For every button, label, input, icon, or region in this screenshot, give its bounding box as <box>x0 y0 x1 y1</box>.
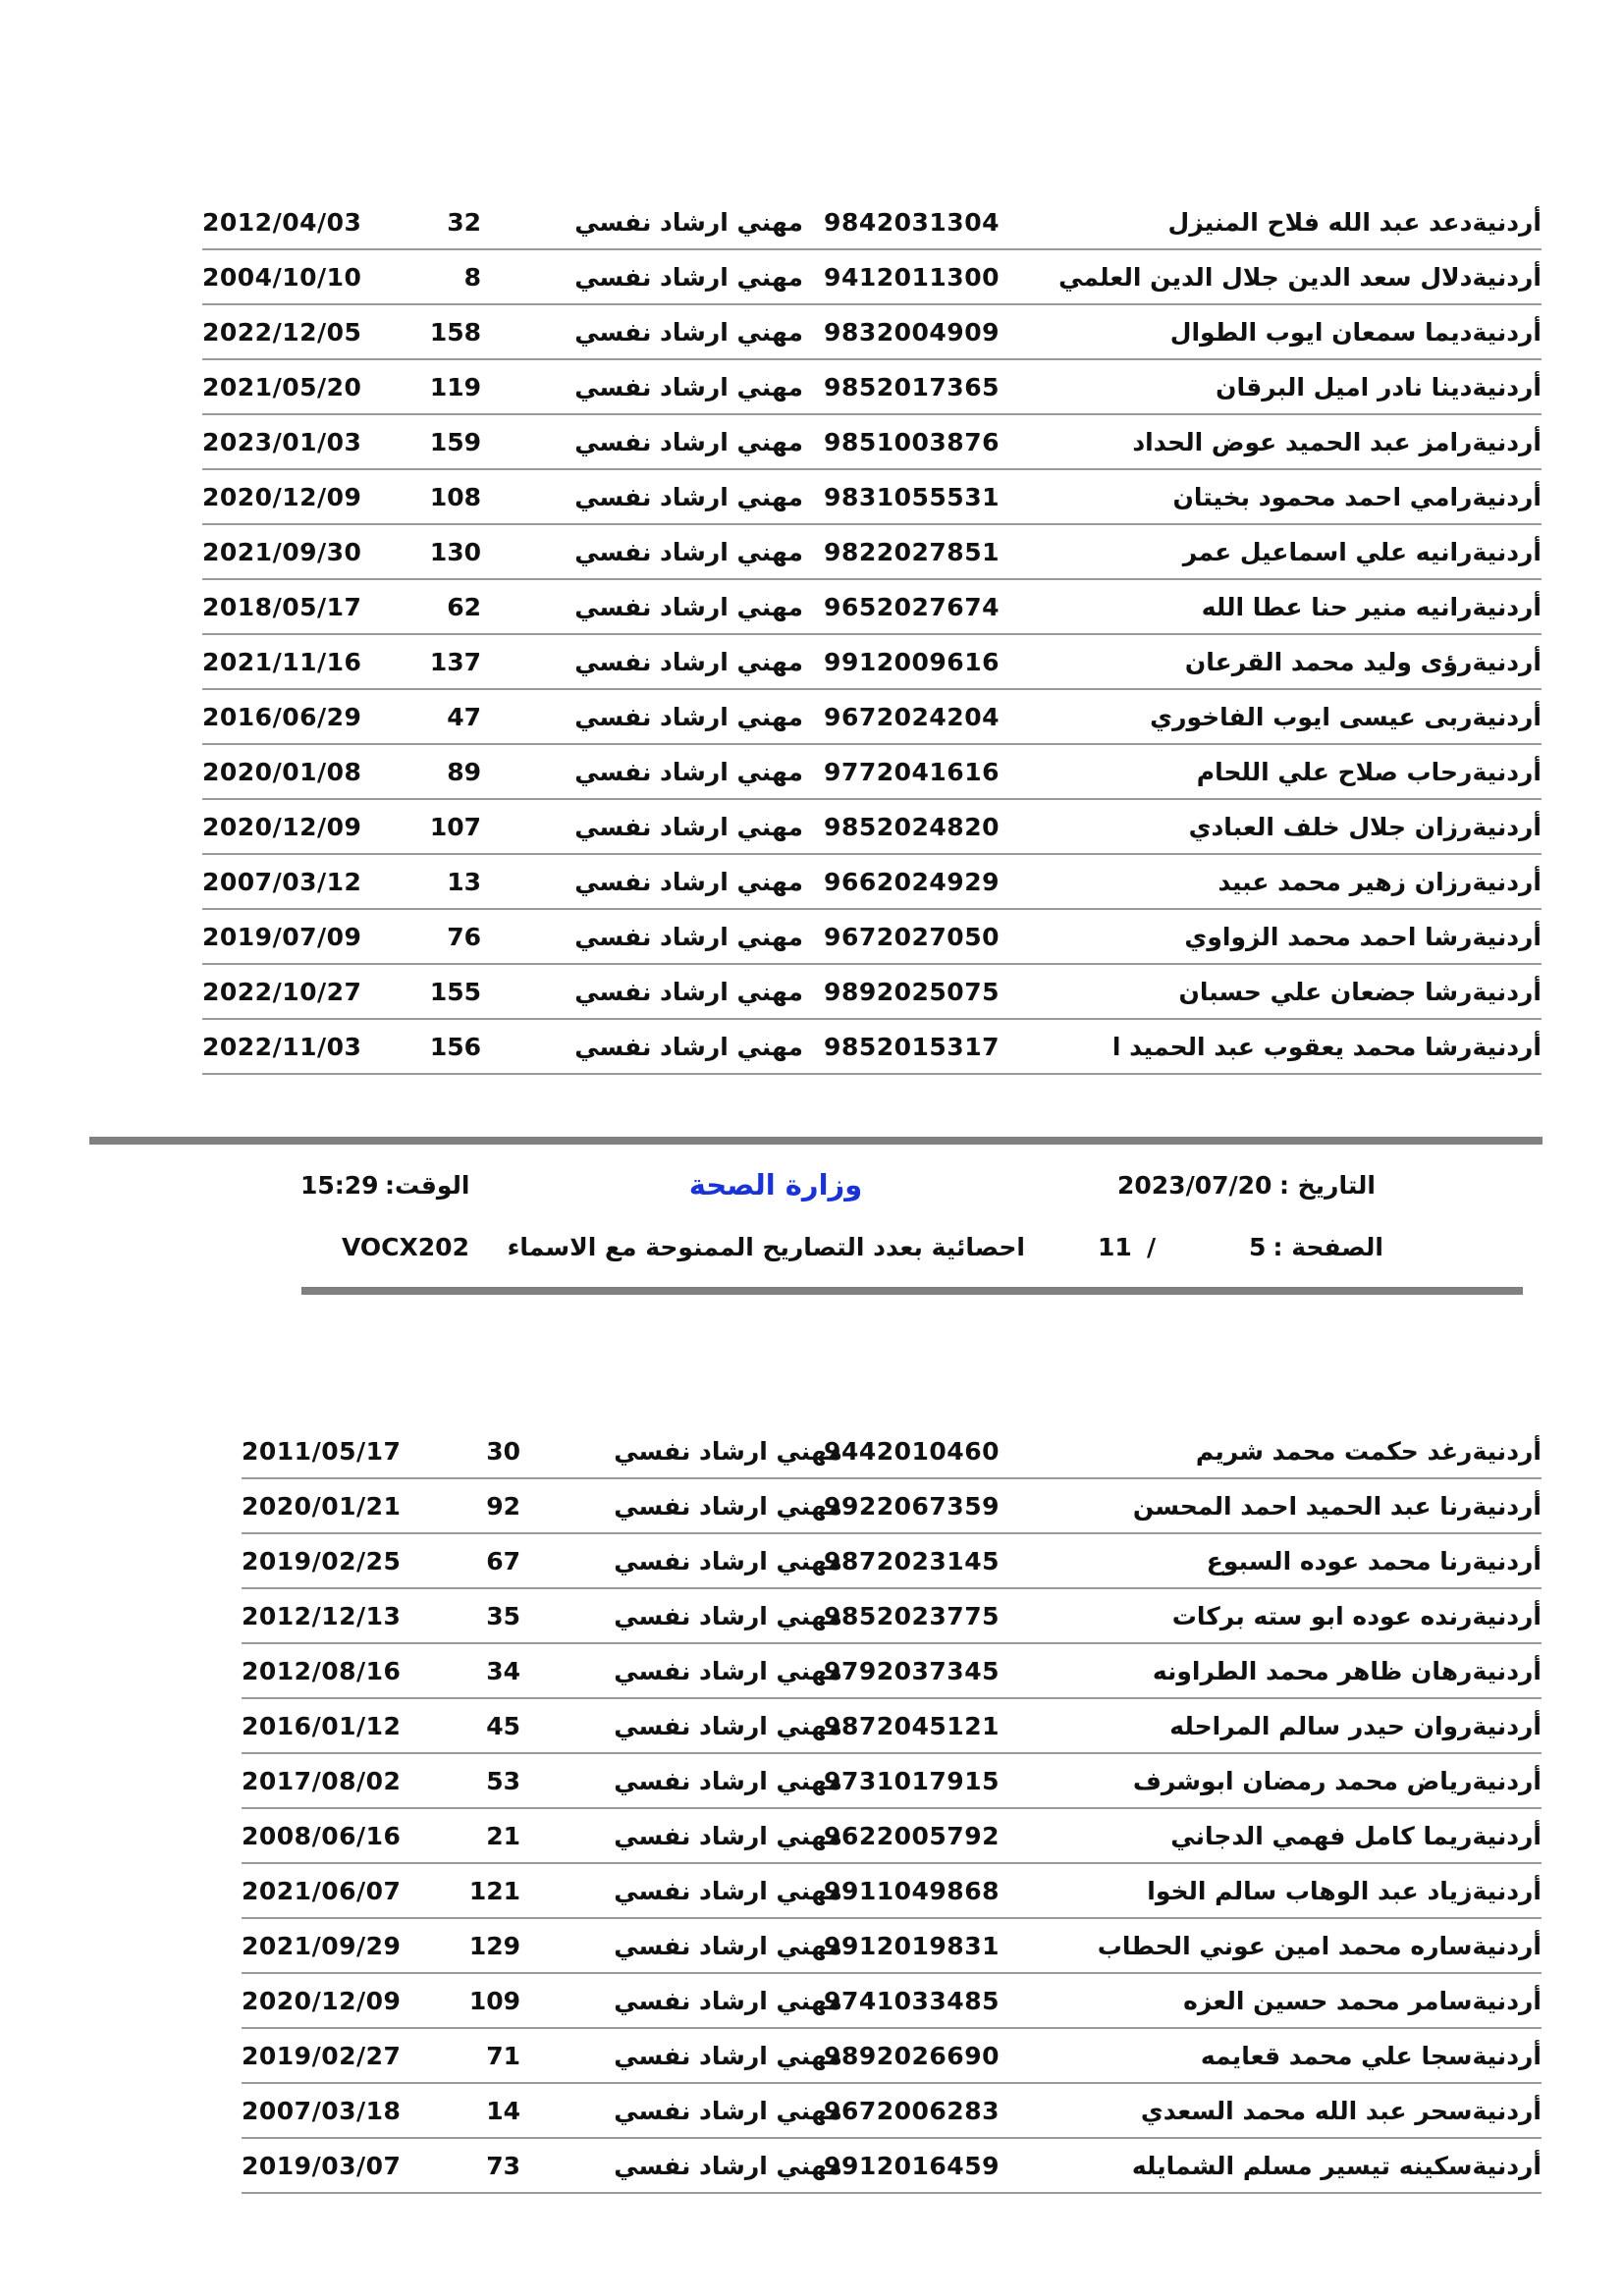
permit-date: 2023/01/03 <box>202 428 362 456</box>
person-name: أردنيةسحر عبد الله محمد السعدي <box>1140 2097 1542 2125</box>
permit-count: 108 <box>429 483 481 511</box>
national-id: 9832004909 <box>824 318 1000 347</box>
table-row <box>242 1644 1542 1699</box>
profession: مهني ارشاد نفسي <box>614 1767 842 1795</box>
permit-date: 2016/01/12 <box>242 1712 402 1740</box>
permit-count: 130 <box>429 538 481 566</box>
profession: مهني ارشاد نفسي <box>574 813 803 841</box>
date-value: 2023/07/20 <box>1117 1171 1272 1200</box>
table-row <box>242 1754 1542 1809</box>
profession: مهني ارشاد نفسي <box>574 758 803 786</box>
permit-date: 2021/09/30 <box>202 538 362 566</box>
profession: مهني ارشاد نفسي <box>574 648 803 676</box>
permit-date: 2021/06/07 <box>242 1877 402 1905</box>
table-row <box>242 1919 1542 1974</box>
person-name: أردنيةرشا جضعان علي حسبان <box>1178 978 1542 1006</box>
profession: مهني ارشاد نفسي <box>614 1437 842 1466</box>
permit-date: 2012/04/03 <box>202 208 362 237</box>
person-name: أردنيةساره محمد امين عوني الحطاب <box>1097 1932 1542 1960</box>
person-name: أردنيةروان حيدر سالم المراحله <box>1169 1712 1542 1740</box>
person-name: أردنيةرشا محمد يعقوب عبد الحميد ا <box>1111 1033 1542 1061</box>
permit-count: 30 <box>486 1437 520 1466</box>
national-id: 9911049868 <box>824 1877 1000 1905</box>
permit-date: 2021/09/29 <box>242 1932 402 1960</box>
table-row <box>202 690 1542 745</box>
person-name: أردنيةرشا احمد محمد الزواوي <box>1184 923 1542 951</box>
person-name: أردنيةرهان ظاهر محمد الطراونه <box>1152 1657 1542 1685</box>
person-name: أردنيةسكينه تيسير مسلم الشمايله <box>1131 2152 1542 2180</box>
permit-count: 67 <box>486 1547 520 1575</box>
profession: مهني ارشاد نفسي <box>574 208 803 237</box>
national-id: 9831055531 <box>824 483 1000 511</box>
person-name: أردنيةديما سمعان ايوب الطوال <box>1169 318 1542 347</box>
profession: مهني ارشاد نفسي <box>574 318 803 347</box>
table-row <box>202 745 1542 800</box>
permit-date: 2020/01/21 <box>242 1492 402 1521</box>
national-id: 9442010460 <box>824 1437 1000 1466</box>
national-id: 9872045121 <box>824 1712 1000 1740</box>
permit-count: 45 <box>486 1712 520 1740</box>
profession: مهني ارشاد نفسي <box>614 2042 842 2070</box>
table-row <box>242 1974 1542 2029</box>
table-row <box>202 1020 1542 1075</box>
national-id: 9652027674 <box>824 593 1000 621</box>
permit-date: 2020/01/08 <box>202 758 362 786</box>
header-bottom-rule <box>301 1287 1523 1295</box>
table-row <box>202 470 1542 525</box>
national-id: 9772041616 <box>824 758 1000 786</box>
national-id: 9622005792 <box>824 1822 1000 1850</box>
person-name: أردنيةزياد عبد الوهاب سالم الخوا <box>1147 1877 1542 1905</box>
permit-date: 2018/05/17 <box>202 593 362 621</box>
profession: مهني ارشاد نفسي <box>574 483 803 511</box>
national-id: 9792037345 <box>824 1657 1000 1685</box>
permit-count: 92 <box>486 1492 520 1521</box>
table-row <box>242 1534 1542 1589</box>
national-id: 9731017915 <box>824 1767 1000 1795</box>
permit-date: 2020/12/09 <box>202 483 362 511</box>
national-id: 9662024929 <box>824 868 1000 896</box>
table-row <box>202 305 1542 360</box>
permit-date: 2022/10/27 <box>202 978 362 1006</box>
permit-date: 2007/03/12 <box>202 868 362 896</box>
report-code: VOCX202 <box>342 1233 469 1261</box>
permit-count: 129 <box>468 1932 520 1960</box>
person-name: أردنيةرنده عوده ابو سته بركات <box>1171 1602 1542 1630</box>
permits-table-bottom <box>242 1424 1542 2194</box>
national-id: 9922067359 <box>824 1492 1000 1521</box>
person-name: أردنيةرامي احمد محمود بخيتان <box>1172 483 1542 511</box>
permit-date: 2022/12/05 <box>202 318 362 347</box>
table-row <box>202 250 1542 305</box>
permit-date: 2020/12/09 <box>242 1987 402 2015</box>
person-name: أردنيةرؤى وليد محمد القرعان <box>1184 648 1542 676</box>
person-name: أردنيةرحاب صلاح علي اللحام <box>1196 758 1542 786</box>
person-name: أردنيةرنا عبد الحميد احمد المحسن <box>1132 1492 1542 1521</box>
person-name: أردنيةرغد حكمت محمد شريم <box>1195 1437 1542 1466</box>
permit-date: 2021/11/16 <box>202 648 362 676</box>
table-row <box>202 415 1542 470</box>
table-row <box>242 1589 1542 1644</box>
table-row <box>202 965 1542 1020</box>
national-id: 9892026690 <box>824 2042 1000 2070</box>
profession: مهني ارشاد نفسي <box>614 2097 842 2125</box>
profession: مهني ارشاد نفسي <box>574 1033 803 1061</box>
date-label: التاريخ : <box>1278 1171 1376 1200</box>
table-row <box>242 1424 1542 1479</box>
profession: مهني ارشاد نفسي <box>574 923 803 951</box>
table-row <box>242 2029 1542 2084</box>
permit-count: 107 <box>429 813 481 841</box>
table-row <box>202 635 1542 690</box>
profession: مهني ارشاد نفسي <box>614 1712 842 1740</box>
national-id: 9822027851 <box>824 538 1000 566</box>
permit-date: 2019/02/25 <box>242 1547 402 1575</box>
person-name: أردنيةسامر محمد حسين العزه <box>1183 1987 1542 2015</box>
national-id: 9672027050 <box>824 923 1000 951</box>
permit-date: 2020/12/09 <box>202 813 362 841</box>
table-row <box>242 1809 1542 1864</box>
page-separator: / <box>1147 1233 1157 1261</box>
permit-count: 109 <box>468 1987 520 2015</box>
national-id: 9892025075 <box>824 978 1000 1006</box>
person-name: أردنيةدلال سعد الدين جلال الدين العلمي <box>1058 263 1542 292</box>
profession: مهني ارشاد نفسي <box>574 703 803 731</box>
person-name: أردنيةرنا محمد عوده السبوع <box>1206 1547 1542 1575</box>
permit-count: 158 <box>429 318 481 347</box>
permit-date: 2017/08/02 <box>242 1767 402 1795</box>
permit-date: 2019/07/09 <box>202 923 362 951</box>
profession: مهني ارشاد نفسي <box>614 1492 842 1521</box>
national-id: 9852024820 <box>824 813 1000 841</box>
table-row <box>242 1479 1542 1534</box>
profession: مهني ارشاد نفسي <box>614 1987 842 2015</box>
profession: مهني ارشاد نفسي <box>574 868 803 896</box>
permit-count: 13 <box>447 868 481 896</box>
permit-count: 76 <box>447 923 481 951</box>
permit-count: 73 <box>486 2152 520 2180</box>
permit-count: 34 <box>486 1657 520 1685</box>
permits-table-top <box>202 195 1542 1075</box>
national-id: 9912016459 <box>824 2152 1000 2180</box>
ministry-title: وزارة الصحة <box>688 1168 863 1201</box>
profession: مهني ارشاد نفسي <box>614 1877 842 1905</box>
permit-date: 2019/03/07 <box>242 2152 402 2180</box>
permit-count: 119 <box>429 373 481 401</box>
permit-count: 156 <box>429 1033 481 1061</box>
permit-count: 35 <box>486 1602 520 1630</box>
permit-date: 2016/06/29 <box>202 703 362 731</box>
permit-count: 62 <box>447 593 481 621</box>
page-label: الصفحة : <box>1272 1233 1383 1261</box>
permit-date: 2012/12/13 <box>242 1602 402 1630</box>
profession: مهني ارشاد نفسي <box>614 1657 842 1685</box>
time-label: الوقت: <box>385 1171 470 1200</box>
profession: مهني ارشاد نفسي <box>614 1547 842 1575</box>
permit-count: 155 <box>429 978 481 1006</box>
table-row <box>242 1864 1542 1919</box>
person-name: أردنيةرانيه منير حنا عطا الله <box>1201 593 1542 621</box>
header-top-rule <box>89 1137 1542 1145</box>
permit-count: 71 <box>486 2042 520 2070</box>
person-name: أردنيةربى عيسى ايوب الفاخوري <box>1150 703 1542 731</box>
national-id: 9412011300 <box>824 263 1000 292</box>
national-id: 9872023145 <box>824 1547 1000 1575</box>
table-row <box>202 525 1542 580</box>
permit-date: 2004/10/10 <box>202 263 362 292</box>
permit-count: 32 <box>447 208 481 237</box>
permit-count: 21 <box>486 1822 520 1850</box>
profession: مهني ارشاد نفسي <box>574 373 803 401</box>
profession: مهني ارشاد نفسي <box>614 1602 842 1630</box>
permit-date: 2011/05/17 <box>242 1437 402 1466</box>
page-number: 5 <box>1249 1233 1267 1261</box>
table-row <box>202 360 1542 415</box>
permit-count: 47 <box>447 703 481 731</box>
table-row <box>202 855 1542 910</box>
profession: مهني ارشاد نفسي <box>614 2152 842 2180</box>
permit-count: 53 <box>486 1767 520 1795</box>
permit-date: 2021/05/20 <box>202 373 362 401</box>
national-id: 9852015317 <box>824 1033 1000 1061</box>
table-row <box>202 195 1542 250</box>
table-row <box>202 580 1542 635</box>
person-name: أردنيةرامز عبد الحميد عوض الحداد <box>1132 428 1542 456</box>
page-total: 11 <box>1098 1233 1132 1261</box>
permit-count: 121 <box>468 1877 520 1905</box>
table-row <box>242 2139 1542 2194</box>
permit-date: 2007/03/18 <box>242 2097 402 2125</box>
profession: مهني ارشاد نفسي <box>574 593 803 621</box>
national-id: 9672024204 <box>824 703 1000 731</box>
national-id: 9842031304 <box>824 208 1000 237</box>
table-row <box>202 910 1542 965</box>
time-value: 15:29 <box>300 1171 379 1200</box>
permit-date: 2022/11/03 <box>202 1033 362 1061</box>
profession: مهني ارشاد نفسي <box>614 1822 842 1850</box>
permit-count: 137 <box>429 648 481 676</box>
profession: مهني ارشاد نفسي <box>574 263 803 292</box>
person-name: أردنيةدينا نادر اميل البرقان <box>1216 373 1542 401</box>
profession: مهني ارشاد نفسي <box>574 978 803 1006</box>
person-name: أردنيةدعد عبد الله فلاح المنيزل <box>1167 208 1542 237</box>
permit-count: 89 <box>447 758 481 786</box>
national-id: 9741033485 <box>824 1987 1000 2015</box>
profession: مهني ارشاد نفسي <box>614 1932 842 1960</box>
table-row <box>242 2084 1542 2139</box>
report-title: احصائية بعدد التصاريح الممنوحة مع الاسماء <box>507 1233 1025 1261</box>
permit-count: 8 <box>463 263 481 292</box>
person-name: أردنيةسجا علي محمد قعايمه <box>1200 2042 1542 2070</box>
profession: مهني ارشاد نفسي <box>574 538 803 566</box>
national-id: 9912009616 <box>824 648 1000 676</box>
table-row <box>242 1699 1542 1754</box>
national-id: 9852023775 <box>824 1602 1000 1630</box>
permit-date: 2012/08/16 <box>242 1657 402 1685</box>
national-id: 9912019831 <box>824 1932 1000 1960</box>
person-name: أردنيةرزان جلال خلف العبادي <box>1188 813 1542 841</box>
permit-date: 2019/02/27 <box>242 2042 402 2070</box>
permit-count: 14 <box>486 2097 520 2125</box>
person-name: أردنيةرانيه علي اسماعيل عمر <box>1182 538 1542 566</box>
permit-count: 159 <box>429 428 481 456</box>
national-id: 9672006283 <box>824 2097 1000 2125</box>
table-row <box>202 800 1542 855</box>
permit-date: 2008/06/16 <box>242 1822 402 1850</box>
person-name: أردنيةريما كامل فهمي الدجاني <box>1170 1822 1542 1850</box>
national-id: 9852017365 <box>824 373 1000 401</box>
profession: مهني ارشاد نفسي <box>574 428 803 456</box>
national-id: 9851003876 <box>824 428 1000 456</box>
person-name: أردنيةرزان زهير محمد عبيد <box>1217 868 1542 896</box>
person-name: أردنيةرياض محمد رمضان ابوشرف <box>1132 1767 1542 1795</box>
